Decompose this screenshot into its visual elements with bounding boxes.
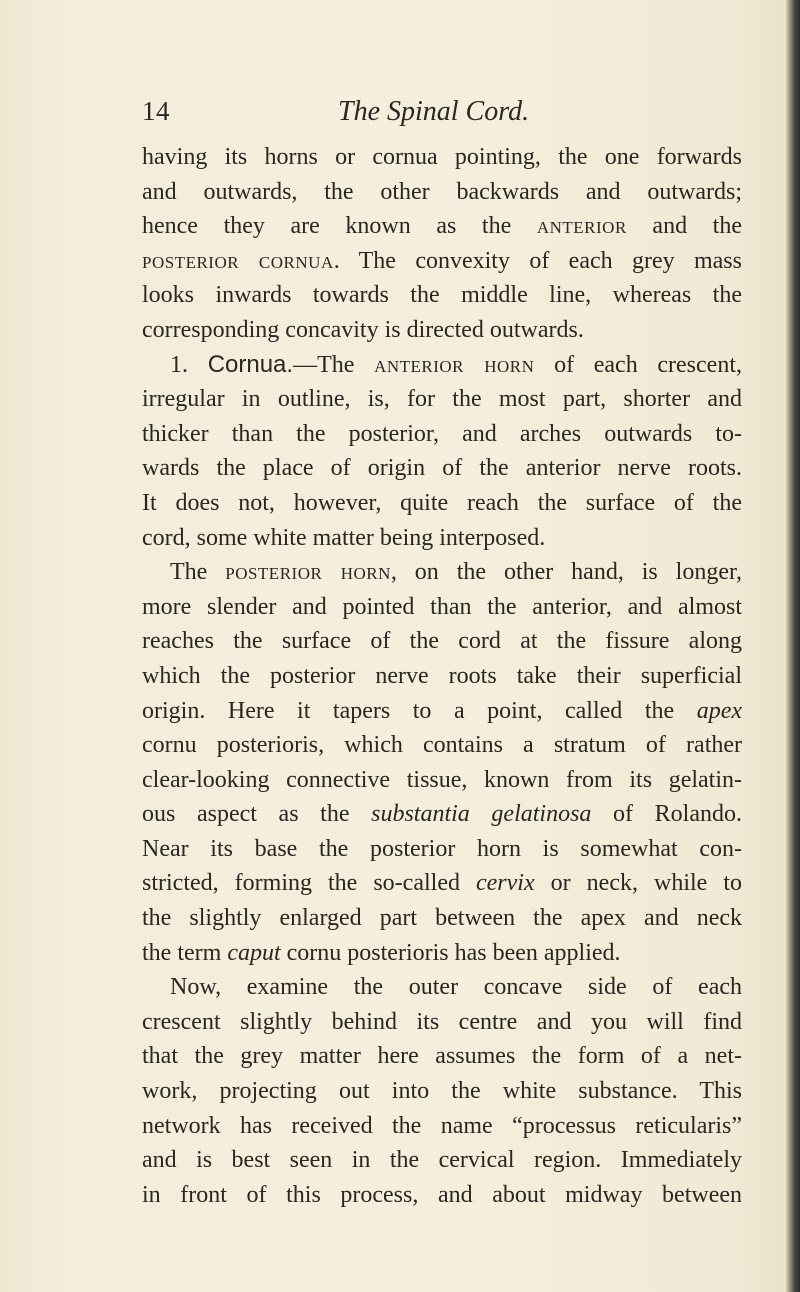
text-line: reaches the surface of the cord at the fissure along [142,628,742,655]
text-line: looks inwards towards the middle line, whereas the [142,282,742,309]
text-line: and is best seen in the cervical region. Immediately [142,1147,742,1174]
section-heading-line: 1. Cornua.—The anterior horn of each crescent, [170,350,742,378]
text-line: irregular in outline, is, for the most part, shorter and [142,386,742,413]
text-line: which the posterior nerve roots take their superficial [142,662,742,689]
text-line: Now, examine the outer concave side of each [170,974,742,1001]
text-line: having its horns or cornua pointing, the one forwards [142,144,742,170]
text-line: the term caput cornu posterioris has been applied. [142,939,621,966]
text-line: more slender and pointed than the anterior, and almost [142,593,742,620]
text-line: It does not, however, quite reach the surface of the [142,489,742,516]
text-line: in front of this process, and about midway between [142,1181,742,1208]
text-line: clear-looking connective tissue, known from its gelatin- [142,766,742,793]
page-header [142,96,742,136]
text-line: The posterior horn, on the other hand, is longer, [170,559,742,586]
text-line: corresponding concavity is directed outwards. [142,316,584,343]
page-edge-shadow [786,0,800,1292]
section-heading: Cornua. [207,350,294,378]
text-line: hence they are known as the anterior and the [142,213,742,240]
text-line: thicker than the posterior, and arches outwards to- [142,420,742,447]
text-line: posterior cornua. The convexity of each grey mass [142,247,742,274]
page-number: 14 [142,96,170,126]
text-line: cornu posterioris, which contains a stratum of rather [142,732,742,759]
running-title: The Spinal Cord. [338,96,530,127]
text-line: crescent slightly behind its centre and you will find [142,1008,742,1035]
text-line: and outwards, the other backwards and outwards; [142,178,742,205]
text-line: cord, some white matter being interposed. [142,524,546,551]
body-text [142,140,742,1212]
text-line: the slightly enlarged part between the apex and neck [142,905,742,932]
text-line: wards the place of origin of the anterior nerve roots. [142,455,742,482]
text-line: network has received the name “processus reticularis” [142,1112,742,1139]
text-line: work, projecting out into the white substance. This [142,1078,742,1105]
text-line: that the grey matter here assumes the form of a net- [142,1043,742,1070]
text-line: origin. Here it tapers to a point, called the apex [142,697,742,724]
text-line: Near its base the posterior horn is somewhat con- [142,835,742,862]
text-line: ous aspect as the substantia gelatinosa of Rolando. [142,801,742,828]
text-line: stricted, forming the so-called cervix or neck, while to [142,870,742,897]
